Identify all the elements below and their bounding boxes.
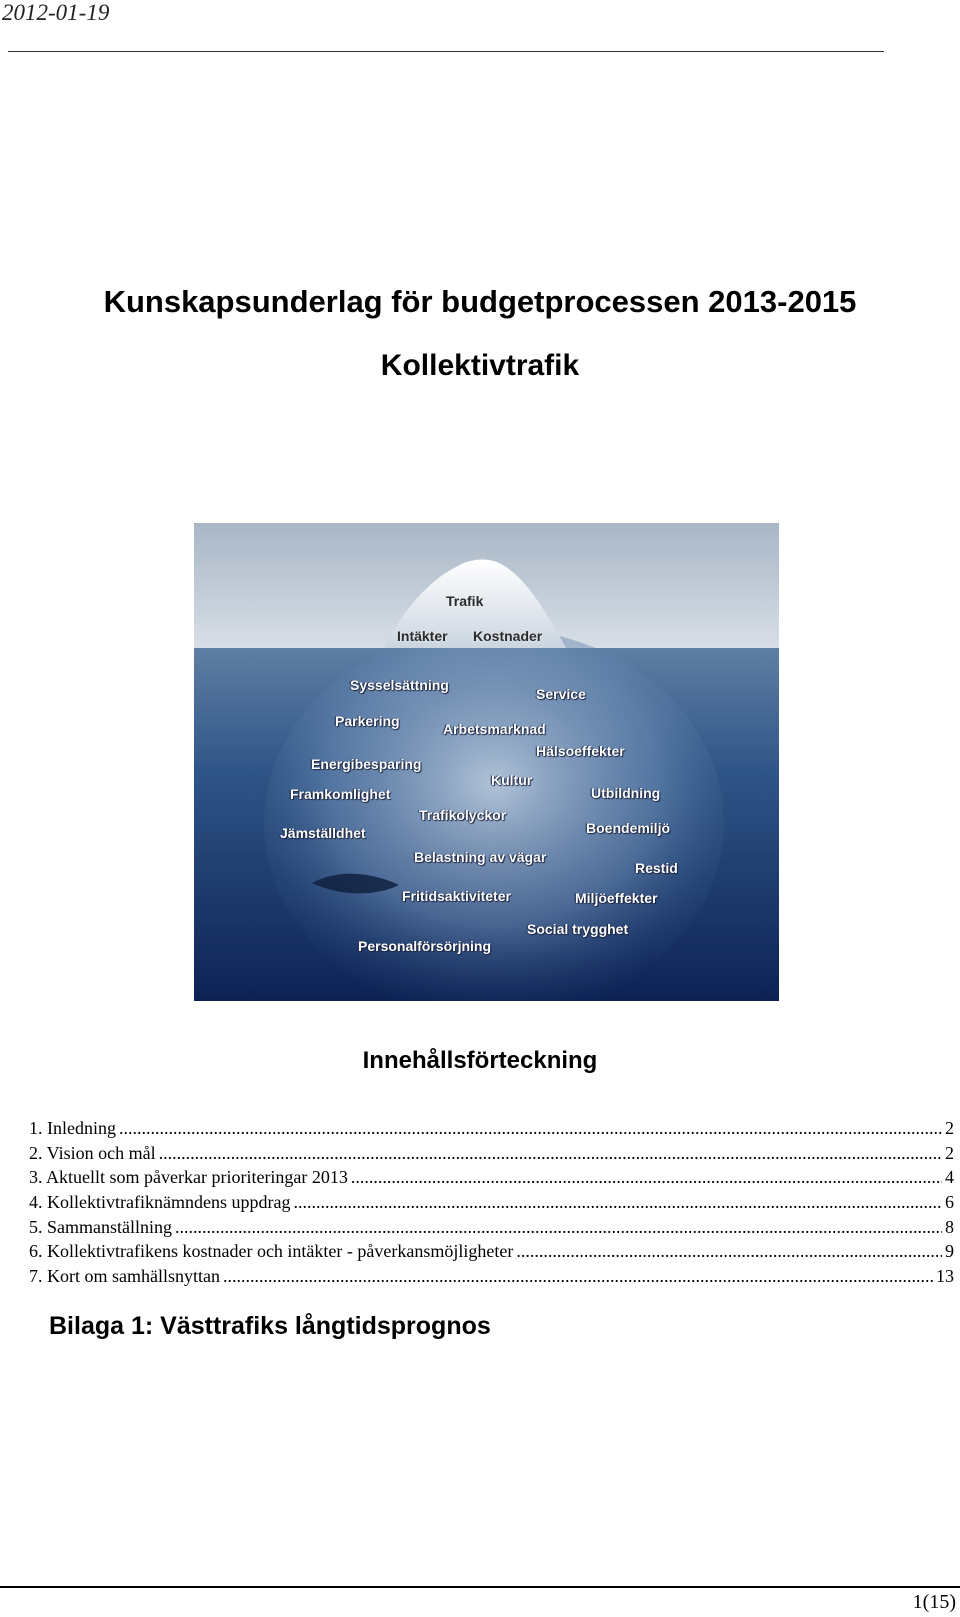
figure-label: Restid	[635, 860, 678, 876]
figure-label: Kostnader	[473, 628, 543, 644]
figure-label: Belastning av vägar	[414, 849, 547, 865]
toc-entry-label: 5. Sammanställning	[29, 1216, 172, 1237]
figure-label: Social trygghet	[527, 921, 629, 937]
figure-label: Trafik	[446, 593, 484, 609]
toc-entry-page: 6	[945, 1192, 954, 1213]
toc-entry-page: 4	[945, 1167, 954, 1188]
toc-entry[interactable]	[29, 1264, 954, 1289]
figure-label: Service	[536, 686, 586, 702]
toc-entry-page: 13	[936, 1266, 954, 1287]
figure-label: Sysselsättning	[350, 677, 449, 693]
toc-leader-dots	[516, 1239, 942, 1264]
figure-label: Utbildning	[591, 785, 661, 801]
toc-heading: Innehållsförteckning	[362, 1047, 598, 1074]
toc-leader-dots	[223, 1264, 933, 1289]
toc-entry[interactable]	[29, 1239, 954, 1264]
appendix-heading: Bilaga 1: Västtrafiks långtidsprognos	[49, 1312, 491, 1340]
iceberg-illustration	[194, 523, 779, 1001]
figure-label: Personalförsörjning	[358, 938, 492, 954]
toc-leader-dots	[351, 1165, 942, 1190]
toc-entry[interactable]	[29, 1215, 954, 1240]
page-number: 1(15)	[912, 1591, 956, 1613]
figure-label: Intäkter	[397, 628, 448, 644]
figure-label: Jämställdhet	[280, 825, 366, 841]
figure-label: Framkomlighet	[290, 786, 391, 802]
toc-entry-label: 2. Vision och mål	[29, 1142, 156, 1163]
toc-entry[interactable]	[29, 1165, 954, 1190]
figure-label: Parkering	[335, 713, 400, 729]
figure-label: Kultur	[491, 772, 533, 788]
toc-entry-label: 4. Kollektivtrafiknämndens uppdrag	[29, 1192, 291, 1213]
toc-entry[interactable]	[29, 1190, 954, 1215]
figure-label: Hälsoeffekter	[536, 743, 625, 759]
toc-entry-page: 2	[945, 1118, 954, 1138]
toc-leader-dots	[293, 1190, 942, 1215]
figure-label: Energibesparing	[311, 756, 422, 772]
toc-entry-page: 9	[945, 1241, 954, 1262]
toc-entry-page: 2	[945, 1142, 954, 1163]
table-of-contents	[29, 1116, 954, 1289]
toc-entry-label: 3. Aktuellt som påverkar prioriteringar 2013	[29, 1167, 348, 1188]
figure-label: Trafikolyckor	[419, 807, 507, 823]
footer-divider	[0, 1586, 960, 1588]
figure-label: Arbetsmarknad	[443, 721, 546, 737]
toc-leader-dots	[119, 1116, 942, 1141]
header-date: 2012-01-19	[2, 0, 110, 25]
toc-entry[interactable]	[29, 1141, 954, 1166]
figure-label: Miljöeffekter	[575, 890, 658, 906]
toc-entry[interactable]	[29, 1116, 954, 1141]
iceberg-figure	[194, 523, 779, 1001]
toc-leader-dots	[175, 1215, 942, 1240]
header-divider	[8, 51, 884, 52]
toc-leader-dots	[159, 1141, 942, 1166]
figure-label: Fritidsaktiviteter	[402, 888, 511, 904]
document-title: Kunskapsunderlag för budgetprocessen 2013-2015	[103, 284, 857, 319]
document-subtitle: Kollektivtrafik	[380, 349, 580, 382]
toc-entry-label: 7. Kort om samhällsnyttan	[29, 1266, 220, 1287]
toc-entry-page: 8	[945, 1216, 954, 1237]
toc-entry-label: 6. Kollektivtrafikens kostnader och intäkter - påverkansmöjligheter	[29, 1241, 514, 1262]
toc-entry-label: 1. Inledning	[29, 1118, 116, 1138]
figure-label: Boendemiljö	[586, 820, 671, 836]
